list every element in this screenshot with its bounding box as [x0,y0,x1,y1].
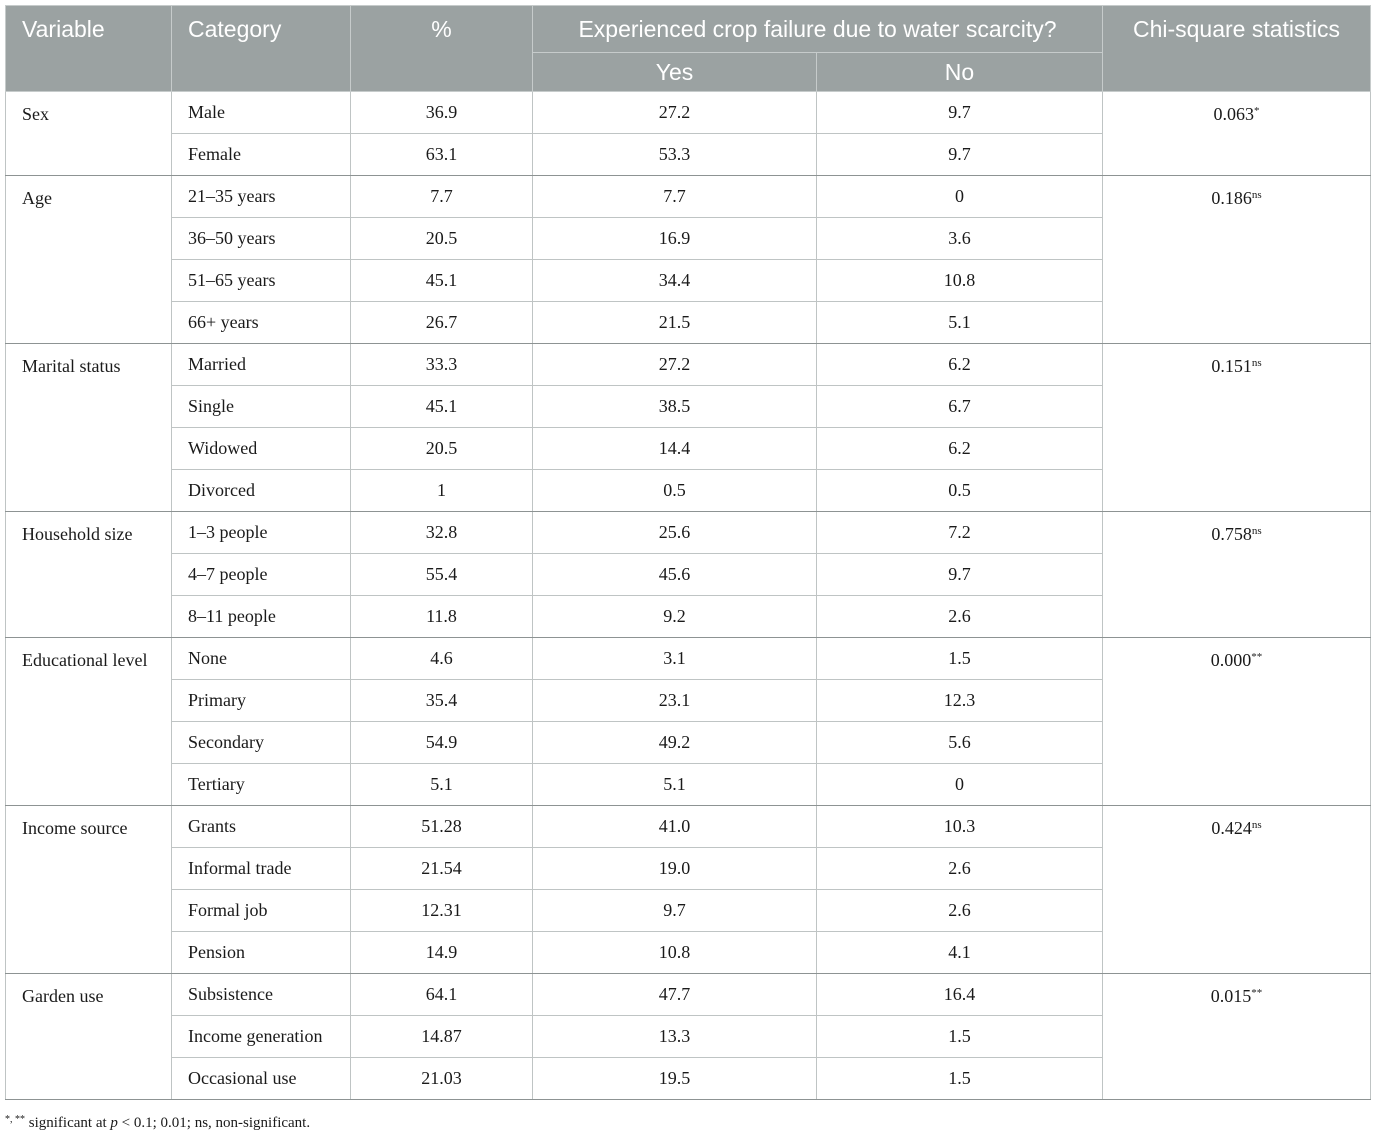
category-cell: Income generation [172,1016,351,1058]
percent-cell: 5.1 [351,764,533,806]
footnote-text-2: < 0.1; 0.01; ns, non-significant. [117,1115,311,1131]
percent-cell: 63.1 [351,134,533,176]
yes-cell: 9.2 [533,596,817,638]
no-cell: 2.6 [817,848,1103,890]
no-cell: 9.7 [817,92,1103,134]
chi-square-cell [1103,974,1371,1100]
no-cell: 1.5 [817,638,1103,680]
category-cell: Tertiary [172,764,351,806]
header-no: No [817,53,1103,92]
yes-cell: 0.5 [533,470,817,512]
table-row [6,176,1371,218]
category-cell: Formal job [172,890,351,932]
percent-cell: 45.1 [351,260,533,302]
yes-cell: 5.1 [533,764,817,806]
no-cell: 5.6 [817,722,1103,764]
category-cell: 51–65 years [172,260,351,302]
yes-cell: 19.5 [533,1058,817,1100]
percent-cell: 33.3 [351,344,533,386]
percent-cell: 7.7 [351,176,533,218]
no-cell: 4.1 [817,932,1103,974]
category-cell: 66+ years [172,302,351,344]
category-cell: Secondary [172,722,351,764]
table-row [6,974,1371,1016]
no-cell: 3.6 [817,218,1103,260]
variable-cell: Garden use [6,974,172,1100]
category-cell: 36–50 years [172,218,351,260]
header-yes: Yes [533,53,817,92]
percent-cell: 55.4 [351,554,533,596]
variable-cell: Age [6,176,172,344]
percent-cell: 20.5 [351,218,533,260]
table-row [6,92,1371,134]
no-cell: 6.2 [817,428,1103,470]
percent-cell: 1 [351,470,533,512]
percent-cell: 51.28 [351,806,533,848]
no-cell: 0.5 [817,470,1103,512]
category-cell: None [172,638,351,680]
no-cell: 0 [817,764,1103,806]
variable-cell: Income source [6,806,172,974]
header-percent: % [351,6,533,92]
table-footnote [5,1115,310,1132]
category-cell: Single [172,386,351,428]
category-cell: Female [172,134,351,176]
category-cell: 4–7 people [172,554,351,596]
percent-cell: 14.87 [351,1016,533,1058]
percent-cell: 36.9 [351,92,533,134]
header-chi-square: Chi-square statistics [1103,6,1371,92]
chi-square-cell [1103,344,1371,512]
no-cell: 2.6 [817,890,1103,932]
percent-cell: 12.31 [351,890,533,932]
category-cell: Married [172,344,351,386]
no-cell: 10.3 [817,806,1103,848]
yes-cell: 34.4 [533,260,817,302]
category-cell: Primary [172,680,351,722]
chi-square-value: 0.151 [1211,356,1252,376]
significance-mark: ns [1251,189,1262,201]
percent-cell: 20.5 [351,428,533,470]
variable-cell: Sex [6,92,172,176]
no-cell: 2.6 [817,596,1103,638]
yes-cell: 25.6 [533,512,817,554]
no-cell: 9.7 [817,554,1103,596]
category-cell: Widowed [172,428,351,470]
yes-cell: 21.5 [533,302,817,344]
category-cell: Male [172,92,351,134]
percent-cell: 21.54 [351,848,533,890]
no-cell: 12.3 [817,680,1103,722]
yes-cell: 47.7 [533,974,817,1016]
significance-mark: ns [1251,525,1262,537]
chi-square-cell [1103,806,1371,974]
category-cell: 21–35 years [172,176,351,218]
chi-square-cell [1103,92,1371,176]
category-cell: Subsistence [172,974,351,1016]
yes-cell: 19.0 [533,848,817,890]
table-row [6,638,1371,680]
header-category: Category [172,6,351,92]
yes-cell: 45.6 [533,554,817,596]
table-row [6,512,1371,554]
yes-cell: 49.2 [533,722,817,764]
table-row [6,806,1371,848]
significance-mark: ns [1251,819,1262,831]
no-cell: 7.2 [817,512,1103,554]
percent-cell: 21.03 [351,1058,533,1100]
variable-cell: Marital status [6,344,172,512]
variable-cell: Educational level [6,638,172,806]
variable-cell: Household size [6,512,172,638]
table-row [6,344,1371,386]
yes-cell: 3.1 [533,638,817,680]
significance-mark: ** [1251,651,1263,663]
percent-cell: 26.7 [351,302,533,344]
yes-cell: 9.7 [533,890,817,932]
yes-cell: 13.3 [533,1016,817,1058]
percent-cell: 54.9 [351,722,533,764]
no-cell: 10.8 [817,260,1103,302]
chi-square-value: 0.758 [1211,524,1252,544]
chi-square-value: 0.424 [1211,818,1252,838]
yes-cell: 27.2 [533,92,817,134]
yes-cell: 16.9 [533,218,817,260]
significance-mark: ns [1251,357,1262,369]
no-cell: 9.7 [817,134,1103,176]
table-body [6,92,1371,1100]
category-cell: Occasional use [172,1058,351,1100]
chi-square-value: 0.186 [1211,188,1252,208]
no-cell: 1.5 [817,1058,1103,1100]
no-cell: 0 [817,176,1103,218]
no-cell: 16.4 [817,974,1103,1016]
chi-square-value: 0.000 [1210,650,1252,670]
yes-cell: 27.2 [533,344,817,386]
percent-cell: 35.4 [351,680,533,722]
results-table [5,5,1371,1100]
significance-mark: * [1254,105,1260,117]
percent-cell: 32.8 [351,512,533,554]
yes-cell: 38.5 [533,386,817,428]
category-cell: Divorced [172,470,351,512]
percent-cell: 14.9 [351,932,533,974]
chi-square-value: 0.015 [1210,986,1252,1006]
header-crop-failure-group: Experienced crop failure due to water scarcity? [533,6,1103,53]
chi-square-cell [1103,638,1371,806]
no-cell: 1.5 [817,1016,1103,1058]
category-cell: Pension [172,932,351,974]
yes-cell: 23.1 [533,680,817,722]
percent-cell: 4.6 [351,638,533,680]
percent-cell: 64.1 [351,974,533,1016]
category-cell: Grants [172,806,351,848]
yes-cell: 41.0 [533,806,817,848]
yes-cell: 7.7 [533,176,817,218]
category-cell: 1–3 people [172,512,351,554]
significance-mark: ** [1251,987,1263,999]
footnote-sig-marks: *, ** [5,1114,25,1125]
footnote-text-1: significant at [25,1115,111,1131]
yes-cell: 53.3 [533,134,817,176]
footnote-p-symbol: p [110,1115,118,1131]
category-cell: Informal trade [172,848,351,890]
no-cell: 5.1 [817,302,1103,344]
no-cell: 6.7 [817,386,1103,428]
yes-cell: 14.4 [533,428,817,470]
chi-square-cell [1103,512,1371,638]
header-variable: Variable [6,6,172,92]
percent-cell: 11.8 [351,596,533,638]
chi-square-cell [1103,176,1371,344]
no-cell: 6.2 [817,344,1103,386]
category-cell: 8–11 people [172,596,351,638]
chi-square-value: 0.063 [1213,104,1255,124]
yes-cell: 10.8 [533,932,817,974]
percent-cell: 45.1 [351,386,533,428]
